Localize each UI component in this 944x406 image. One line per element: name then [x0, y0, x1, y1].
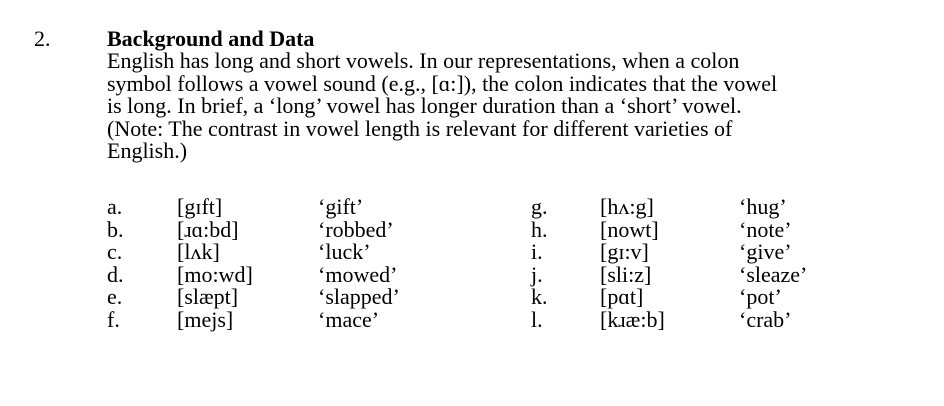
section-body	[107, 28, 847, 163]
item-letter: i.	[531, 239, 543, 264]
item-letter: k.	[531, 284, 548, 309]
right-ipa-column	[600, 196, 665, 331]
paragraph-line: (Note: The contrast in vowel length is relevant for different varieties of	[107, 115, 733, 141]
item-ipa: [ɹɑ:bd]	[177, 216, 239, 242]
item-ipa: [nowt]	[600, 216, 659, 242]
section-number: 2.	[34, 26, 51, 51]
item-letter: d.	[107, 261, 124, 287]
item-letter: a.	[107, 194, 123, 219]
item-ipa: [mo:wd]	[177, 261, 253, 287]
item-gloss: ‘slapped’	[318, 284, 400, 309]
right-letter-column	[531, 196, 548, 331]
item-ipa: [slæpt]	[177, 284, 239, 309]
item-gloss: ‘mace’	[318, 306, 380, 332]
right-gloss-column	[739, 196, 807, 331]
item-gloss: ‘crab’	[739, 306, 792, 332]
item-gloss: ‘luck’	[318, 239, 371, 264]
item-gloss: ‘hug’	[739, 194, 787, 219]
left-ipa-column	[177, 196, 253, 331]
item-ipa: [pɑt]	[600, 284, 644, 309]
item-ipa: [gɪft]	[177, 194, 223, 219]
item-letter: g.	[531, 194, 548, 219]
item-gloss: ‘pot’	[739, 284, 782, 309]
item-letter: l.	[531, 306, 543, 332]
item-letter: c.	[107, 239, 123, 264]
item-gloss: ‘note’	[739, 216, 792, 242]
item-letter: b.	[107, 216, 124, 242]
item-ipa: [kɹæ:b]	[600, 306, 665, 332]
item-ipa: [gɪ:v]	[600, 239, 649, 264]
item-letter: e.	[107, 284, 123, 309]
item-ipa: [sli:z]	[600, 261, 652, 287]
item-letter: j.	[531, 261, 543, 287]
section-title: Background and Data	[107, 26, 315, 51]
item-gloss: ‘gift’	[318, 194, 364, 219]
intro-paragraph	[107, 50, 847, 163]
paragraph-line: English.)	[107, 138, 188, 163]
left-letter-column	[107, 196, 124, 331]
paragraph-line: English has long and short vowels. In our representations, when a colon	[107, 48, 740, 73]
left-gloss-column	[318, 196, 400, 331]
paragraph-line: symbol follows a vowel sound (e.g., [ɑ:]), the colon indicates that the vowel	[107, 70, 778, 96]
item-gloss: ‘mowed’	[318, 261, 398, 287]
item-ipa: [mejs]	[177, 306, 234, 332]
item-ipa: [hʌ:g]	[600, 194, 654, 219]
paragraph-line: is long. In brief, a ‘long’ vowel has longer duration than a ‘short’ vowel.	[107, 93, 742, 118]
item-gloss: ‘sleaze’	[739, 261, 808, 287]
item-letter: f.	[107, 306, 120, 332]
item-gloss: ‘give’	[739, 239, 792, 264]
item-ipa: [lʌk]	[177, 239, 220, 264]
item-letter: h.	[531, 216, 548, 242]
item-gloss: ‘robbed’	[318, 216, 394, 242]
